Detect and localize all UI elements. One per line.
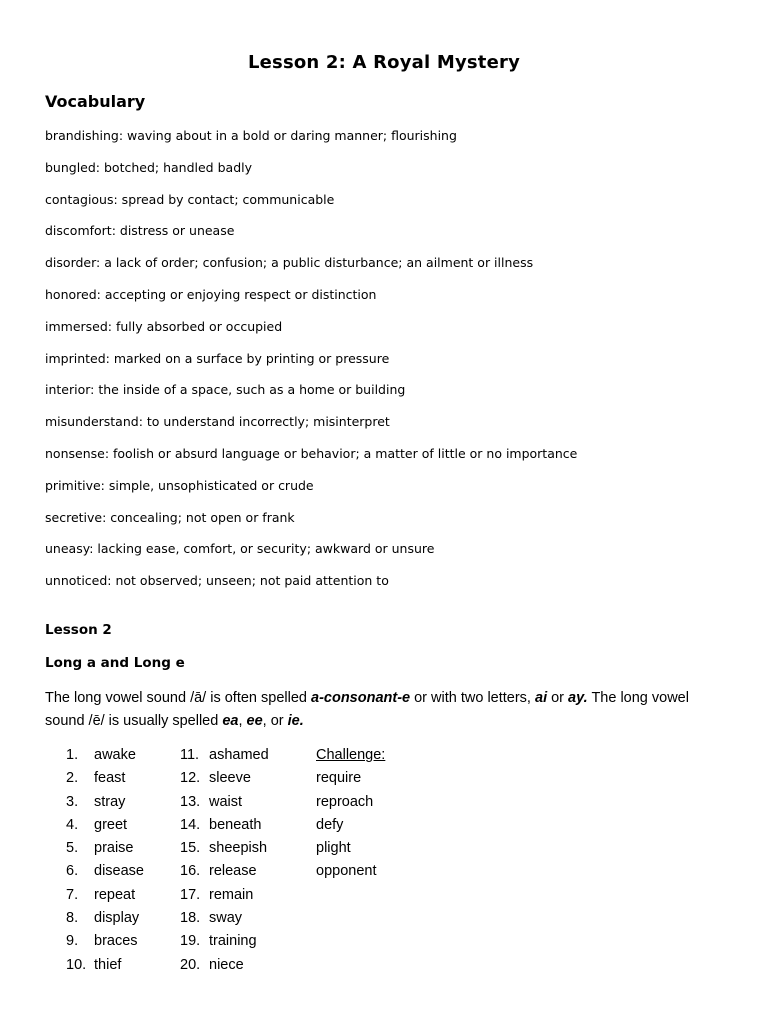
spelling-word: training (209, 933, 257, 950)
vocabulary-heading: Vocabulary (45, 92, 146, 111)
word-number: 14. (180, 816, 201, 833)
vocabulary-item: brandishing: waving about in a bold or daring manner; flourishing (45, 128, 457, 143)
spelling-word: display (94, 910, 140, 927)
challenge-word: plight (316, 840, 351, 857)
rule-text: , (238, 713, 247, 729)
vocabulary-item: disorder: a lack of order; confusion; a public disturbance; an ailment or illness (45, 255, 534, 271)
word-number: 5. (66, 840, 79, 857)
spelling-word-row (180, 839, 269, 862)
vocabulary-item: contagious: spread by contact; communicable (45, 191, 335, 207)
challenge-heading: Challenge: (316, 747, 386, 763)
spelling-word-row (66, 816, 144, 839)
rule-emphasis: ee (246, 713, 263, 729)
challenge-word: require (316, 770, 362, 787)
word-number: 1. (66, 747, 79, 763)
spelling-word: beneath (209, 816, 262, 833)
spelling-word-row (180, 956, 269, 979)
spelling-word: feast (94, 770, 126, 787)
rule-emphasis: a-consonant-e (311, 690, 411, 706)
page-title: Lesson 2: A Royal Mystery (247, 52, 521, 73)
spelling-words-column-2 (180, 746, 269, 979)
word-number: 9. (66, 933, 79, 950)
spelling-word-row (180, 746, 269, 769)
spelling-word-row (66, 746, 144, 769)
word-number: 16. (180, 863, 201, 880)
challenge-word: defy (316, 816, 344, 833)
vocabulary-item: discomfort: distress or unease (45, 223, 235, 239)
spelling-word: release (209, 863, 257, 880)
vocabulary-item: nonsense: foolish or absurd language or behavior; a matter of little or no importance (45, 445, 578, 461)
word-number: 12. (180, 770, 201, 787)
challenge-words-column (316, 746, 385, 886)
spelling-word: niece (209, 956, 244, 973)
word-number: 19. (180, 933, 201, 950)
spelling-word-row (66, 793, 144, 816)
spelling-word-row (180, 793, 269, 816)
spelling-words-column-1 (66, 746, 144, 979)
spelling-word: greet (94, 816, 128, 833)
rule-text: or (547, 690, 569, 706)
spelling-word-row (180, 862, 269, 885)
rule-emphasis: ay. (568, 690, 588, 706)
spelling-word: sheepish (209, 840, 268, 857)
word-number: 11. (180, 747, 200, 763)
spelling-word-row (66, 909, 144, 932)
vocabulary-item: imprinted: marked on a surface by printing or pressure (45, 350, 390, 366)
spelling-word: sway (209, 910, 243, 927)
spelling-word-row (180, 886, 269, 909)
word-number: 18. (180, 910, 201, 927)
spelling-word: remain (209, 886, 254, 903)
vocabulary-item: primitive: simple, unsophisticated or crude (45, 477, 314, 493)
spelling-word-row (180, 769, 269, 792)
rule-text: or with two letters, (410, 690, 535, 706)
challenge-word: opponent (316, 863, 377, 880)
vocabulary-item: immersed: fully absorbed or occupied (45, 318, 283, 334)
spelling-word: braces (94, 933, 138, 950)
vocabulary-item: honored: accepting or enjoying respect or distinction (45, 286, 377, 302)
rule-emphasis: ea (222, 713, 239, 729)
lesson-heading: Lesson 2 (45, 622, 112, 638)
word-number: 20. (180, 956, 201, 973)
word-number: 8. (66, 910, 79, 927)
rule-text: The long vowel sound /ē/ is usually spelled (45, 690, 689, 729)
rule-text: , or (262, 713, 288, 729)
spelling-word-row (180, 816, 269, 839)
spelling-word: awake (94, 747, 136, 763)
spelling-word-row (66, 932, 144, 955)
word-number: 2. (66, 770, 79, 787)
word-number: 6. (66, 863, 79, 880)
spelling-word-row (66, 769, 144, 792)
word-number: 4. (66, 816, 79, 833)
word-number: 15. (180, 840, 201, 857)
rule-text: The long vowel sound /ā/ is often spelled (45, 690, 311, 706)
spelling-word-row (66, 862, 144, 885)
word-number: 17. (180, 886, 201, 903)
spelling-word: disease (94, 863, 144, 880)
spelling-word-row (66, 886, 144, 909)
rule-emphasis: ie. (287, 713, 304, 729)
vocabulary-item: uneasy: lacking ease, comfort, or security; awkward or unsure (45, 541, 435, 557)
spelling-pattern-heading: Long a and Long e (45, 655, 185, 671)
vocabulary-item: interior: the inside of a space, such as a home or building (45, 382, 406, 398)
vocabulary-item: unnoticed: not observed; unseen; not paid attention to (45, 573, 389, 589)
spelling-word-row (66, 839, 144, 862)
spelling-word: stray (94, 793, 126, 810)
spelling-word: thief (94, 956, 122, 973)
word-number: 3. (66, 793, 79, 810)
vocabulary-item: misunderstand: to understand incorrectly; misinterpret (45, 414, 390, 430)
challenge-word: reproach (316, 793, 374, 810)
spelling-rule-paragraph (45, 687, 725, 733)
spelling-word: praise (94, 840, 134, 857)
word-number: 7. (66, 886, 79, 903)
word-number: 13. (180, 793, 201, 810)
rule-emphasis: ai (535, 690, 548, 706)
vocabulary-item: bungled: botched; handled badly (45, 159, 252, 175)
spelling-word-row (180, 932, 269, 955)
word-number: 10. (66, 956, 87, 973)
spelling-word-row (180, 909, 269, 932)
spelling-word-row (66, 956, 144, 979)
vocabulary-item: secretive: concealing; not open or frank (45, 509, 295, 525)
spelling-word: sleeve (209, 770, 251, 787)
spelling-word: ashamed (209, 747, 269, 763)
vocabulary-list (45, 127, 577, 604)
spelling-word: waist (209, 793, 243, 810)
spelling-word: repeat (94, 886, 136, 903)
